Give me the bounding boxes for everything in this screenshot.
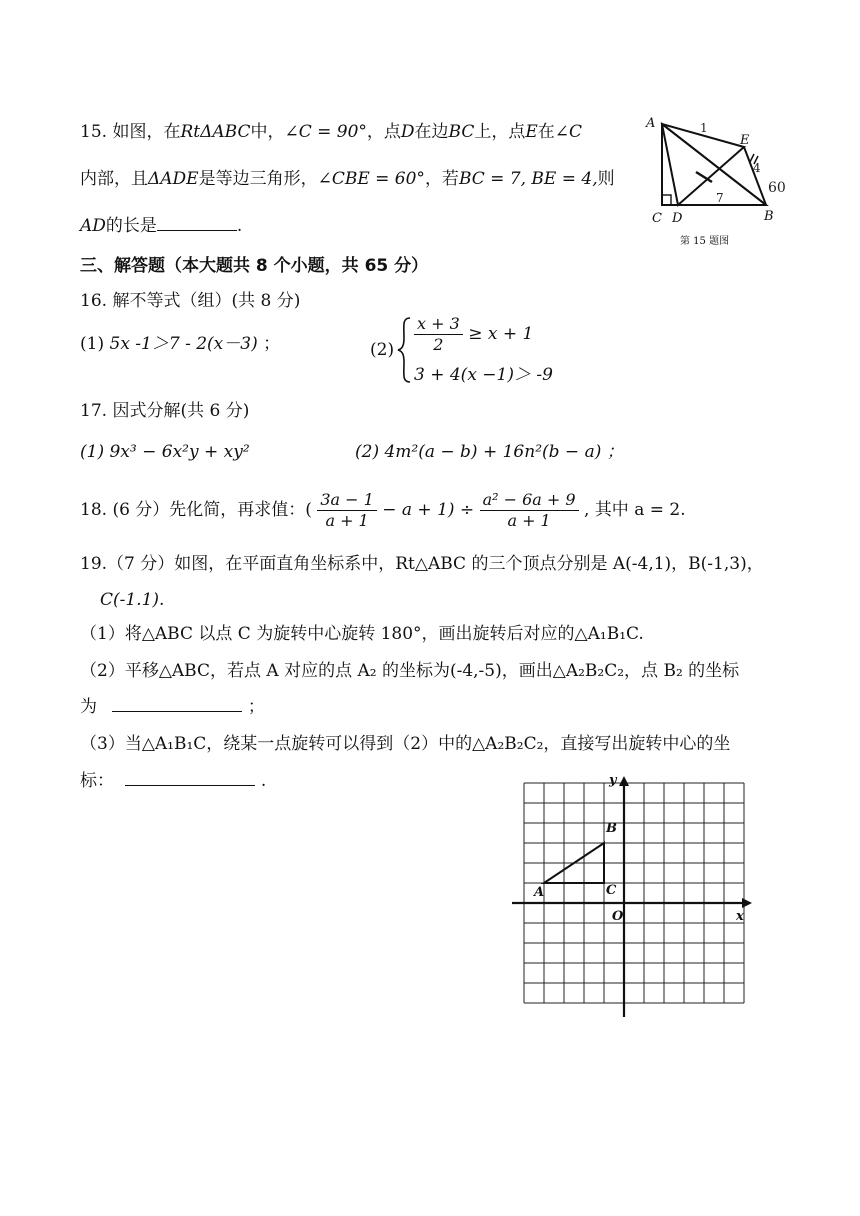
- q18-fraction-1-numerator: 3a − 1: [317, 490, 376, 511]
- q18-fraction-1-denominator: a + 1: [325, 511, 369, 530]
- q19-x-axis-arrow: [742, 898, 752, 908]
- q18-suffix: , 其中 a = 2.: [584, 500, 686, 520]
- q15-label-c: C: [652, 211, 662, 226]
- q15-line-3: [80, 215, 242, 237]
- q16-part-2-numerator: x + 3: [414, 314, 463, 335]
- q19-coordinate-grid: [510, 770, 760, 1020]
- q18-fraction-2: [480, 490, 579, 531]
- q15-line-1: [80, 121, 582, 143]
- q15-text: ，若: [424, 169, 459, 189]
- q19-part-1: （1）将△ABC 以点 C 为旋转中心旋转 180°，画出旋转后对应的△A₁B₁C.: [80, 624, 644, 644]
- q16-title: 16. 解不等式（组）(共 8 分): [80, 291, 301, 311]
- q15-text: .: [236, 216, 243, 236]
- q16-part-2-fraction: [414, 314, 463, 355]
- q15-text: 的长是: [105, 216, 157, 236]
- q19-part-2-prefix: 为: [80, 697, 97, 717]
- q16-part-1-label: (1): [80, 334, 105, 354]
- q15-text: AD: [80, 216, 106, 236]
- q15-text: 在边: [414, 122, 449, 142]
- q16-part-1: [80, 333, 280, 355]
- q19-point-c-label: C: [606, 883, 617, 898]
- q17-title: 17. 因式分解(共 6 分): [80, 401, 250, 421]
- q19-part-3-line-2: [80, 770, 266, 792]
- q19-line-2: C(-1.1).: [100, 590, 165, 610]
- q15-text: ΔADE: [148, 169, 199, 189]
- q15-answer-blank[interactable]: [157, 230, 237, 231]
- q15-label-d: D: [672, 211, 683, 226]
- q16-part-2-denominator: 2: [433, 335, 444, 354]
- q19-line-1: 19.（7 分）如图，在平面直角坐标系中，Rt△ABC 的三个顶点分别是 A(-4,1)，B(-1,3)，: [80, 554, 764, 574]
- q18-fraction-2-numerator: a² − 6a + 9: [480, 490, 579, 511]
- q15-text: RtΔABC: [180, 122, 251, 142]
- q19-part-2-end: ；: [247, 697, 265, 717]
- q16-part-2-line-1: [414, 314, 533, 355]
- q18-prefix: 18. (6 分）先化简，再求值：(: [80, 500, 312, 520]
- q15-text: ，点: [366, 122, 401, 142]
- q18-line: [80, 490, 686, 531]
- q15-text: 中，: [250, 122, 285, 142]
- q18-middle: − a + 1) ÷: [382, 500, 475, 520]
- q19-part-3-prefix: 标：: [80, 771, 114, 791]
- q15-text: ∠CBE = 60°: [317, 169, 425, 189]
- q18-fraction-1: [317, 490, 376, 531]
- q15-triangle-ade: [662, 124, 744, 205]
- q19-b2-answer-blank[interactable]: [112, 711, 242, 712]
- q16-part-2-line-2: 3 + 4(x −1)＞ -9: [414, 365, 553, 385]
- q15-text: 内部，且: [80, 169, 148, 189]
- q15-text: 在: [537, 122, 555, 142]
- q17-part-1: (1) 9x³ − 6x²y + xy²: [80, 442, 250, 462]
- q15-text: E: [525, 122, 538, 142]
- q15-text: D: [400, 122, 415, 142]
- q15-text: 上，点: [474, 122, 526, 142]
- q16-part-2-label: (2): [370, 340, 395, 360]
- q19-point-b-label: B: [606, 821, 617, 836]
- q15-figure-caption: 第 15 题图: [680, 236, 730, 247]
- q16-system-brace: [396, 316, 412, 384]
- q15-handwritten-mark: 1: [700, 121, 708, 135]
- section-3-heading: 三、解答题（本大题共 8 个小题，共 65 分）: [80, 256, 429, 276]
- q19-gridlines: [524, 783, 744, 1003]
- q19-y-axis-arrow: [619, 776, 629, 786]
- q15-label-e: E: [740, 133, 750, 148]
- q19-part-2-line-1: （2）平移△ABC，若点 A 对应的点 A₂ 的坐标为(-4,-5)，画出△A₂B₂C₂，点 B₂ 的坐标: [80, 661, 740, 681]
- q15-figure: [640, 112, 790, 252]
- q19-x-axis-label: x: [736, 909, 744, 924]
- q18-fraction-2-denominator: a + 1: [507, 511, 551, 530]
- q16-part-1-end: ；: [263, 334, 281, 354]
- q15-right-angle-mark: [662, 195, 671, 205]
- q19-point-a-label: A: [534, 885, 545, 900]
- q16-part-2-inequality: ≥ x + 1: [468, 324, 534, 344]
- q15-text: 则: [597, 169, 615, 189]
- q17-part-2: (2) 4m²(a − b) + 16n²(b − a) ；: [355, 442, 624, 462]
- q15-handwritten-mark: 7: [716, 191, 724, 205]
- q19-part-2-line-2: [80, 696, 265, 718]
- q16-part-1-expression: 5x -1＞7 - 2(x－3): [109, 334, 258, 354]
- q15-handwritten-mark: 4: [753, 161, 761, 175]
- q19-origin-label: O: [612, 909, 624, 924]
- q15-handwritten-mark: 60: [768, 180, 786, 196]
- q19-y-axis-label: y: [609, 773, 617, 788]
- q15-text: 15. 如图，在: [80, 122, 181, 142]
- q19-center-answer-blank[interactable]: [125, 785, 255, 786]
- q15-text: BC: [448, 122, 475, 142]
- q15-label-a: A: [646, 116, 656, 131]
- q15-text: ∠C = 90°: [284, 122, 367, 142]
- q19-part-3-line-1: （3）当△A₁B₁C，绕某一点旋转可以得到（2）中的△A₂B₂C₂，直接写出旋转中心的坐: [80, 734, 731, 754]
- q15-line-2: [80, 168, 615, 190]
- q15-text: 是等边三角形，: [198, 169, 318, 189]
- q15-label-b: B: [764, 209, 774, 224]
- q15-text: BC = 7, BE = 4,: [458, 169, 598, 189]
- q19-part-3-end: .: [260, 771, 267, 791]
- q15-text: ∠C: [554, 122, 583, 142]
